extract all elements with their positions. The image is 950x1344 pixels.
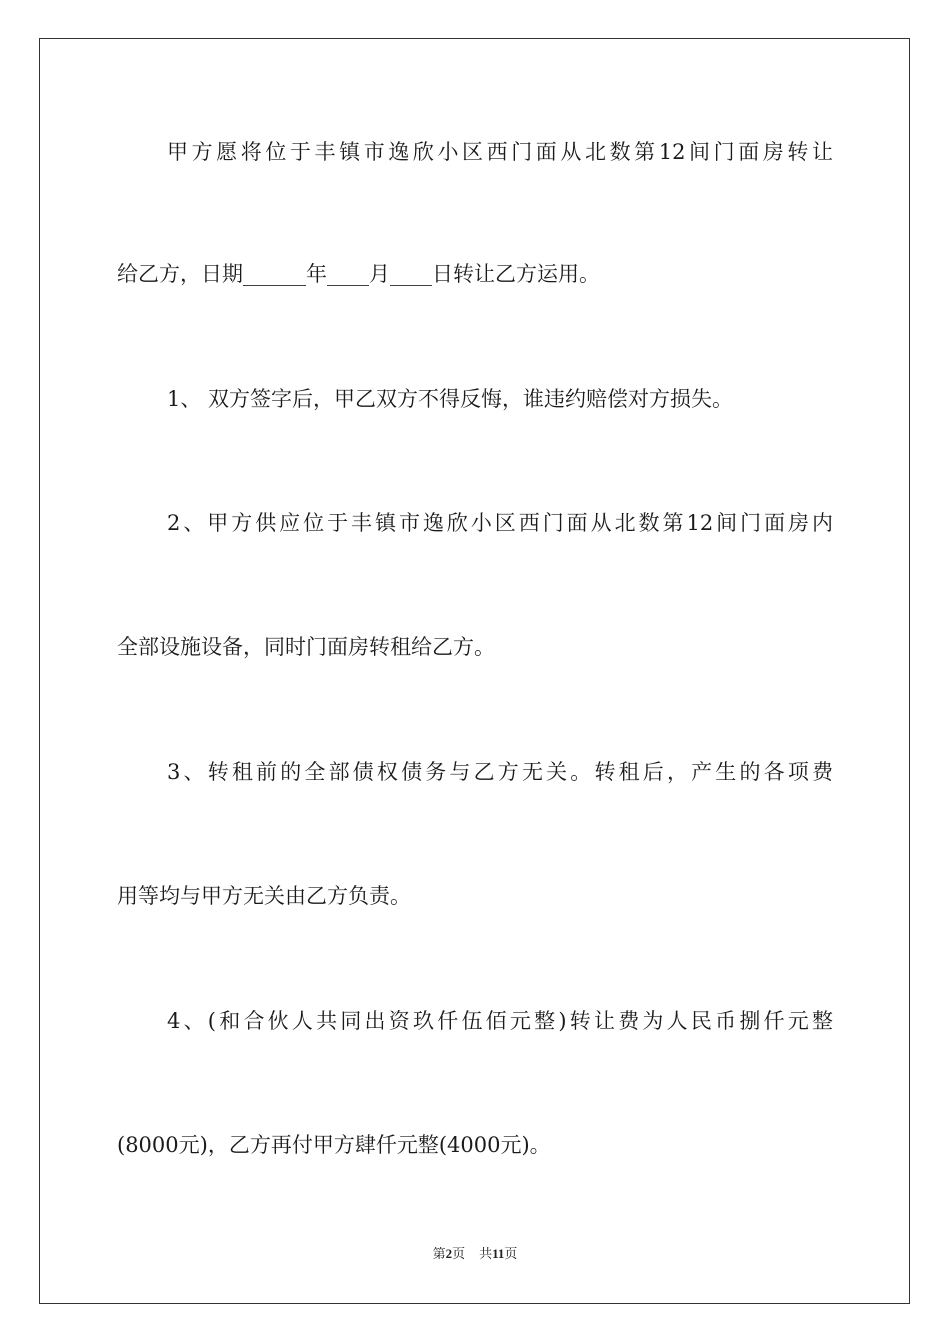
page-number: 2 (445, 1246, 453, 1261)
clause-3-line-2: 用等均与甲方无关由乙方负责。 (117, 884, 411, 908)
clause-3-line-1: 3、转租前的全部债权债务与乙方无关。转租后，产生的各项费 (167, 760, 833, 784)
clause-4-line-1: 4、(和合伙人共同出资玖仟伍佰元整)转让费为人民币捌仟元整 (167, 1009, 833, 1033)
paragraph-intro-line-2: 给乙方，日期______年____月____日转让乙方运用。 (117, 262, 600, 286)
clause-2-line-2: 全部设施设备，同时门面房转租给乙方。 (117, 635, 495, 659)
clause-2-line-1: 2、甲方供应位于丰镇市逸欣小区西门面从北数第12间门面房内 (167, 511, 833, 535)
paragraph-intro-line-1: 甲方愿将位于丰镇市逸欣小区西门面从北数第12间门面房转让 (167, 140, 833, 164)
clause-1: 1、 双方签字后，甲乙双方不得反悔，谁违约赔偿对方损失。 (167, 387, 734, 411)
total-pages: 11 (492, 1246, 505, 1261)
page-suffix: 页 (452, 1246, 466, 1261)
page-prefix: 第 (432, 1246, 446, 1261)
clause-4-line-2: (8000元)，乙方再付甲方肆仟元整(4000元)。 (117, 1133, 551, 1157)
page-footer (0, 1245, 950, 1263)
total-suffix: 页 (504, 1246, 518, 1261)
page-border (39, 38, 910, 1304)
total-prefix: 共 (479, 1246, 493, 1261)
